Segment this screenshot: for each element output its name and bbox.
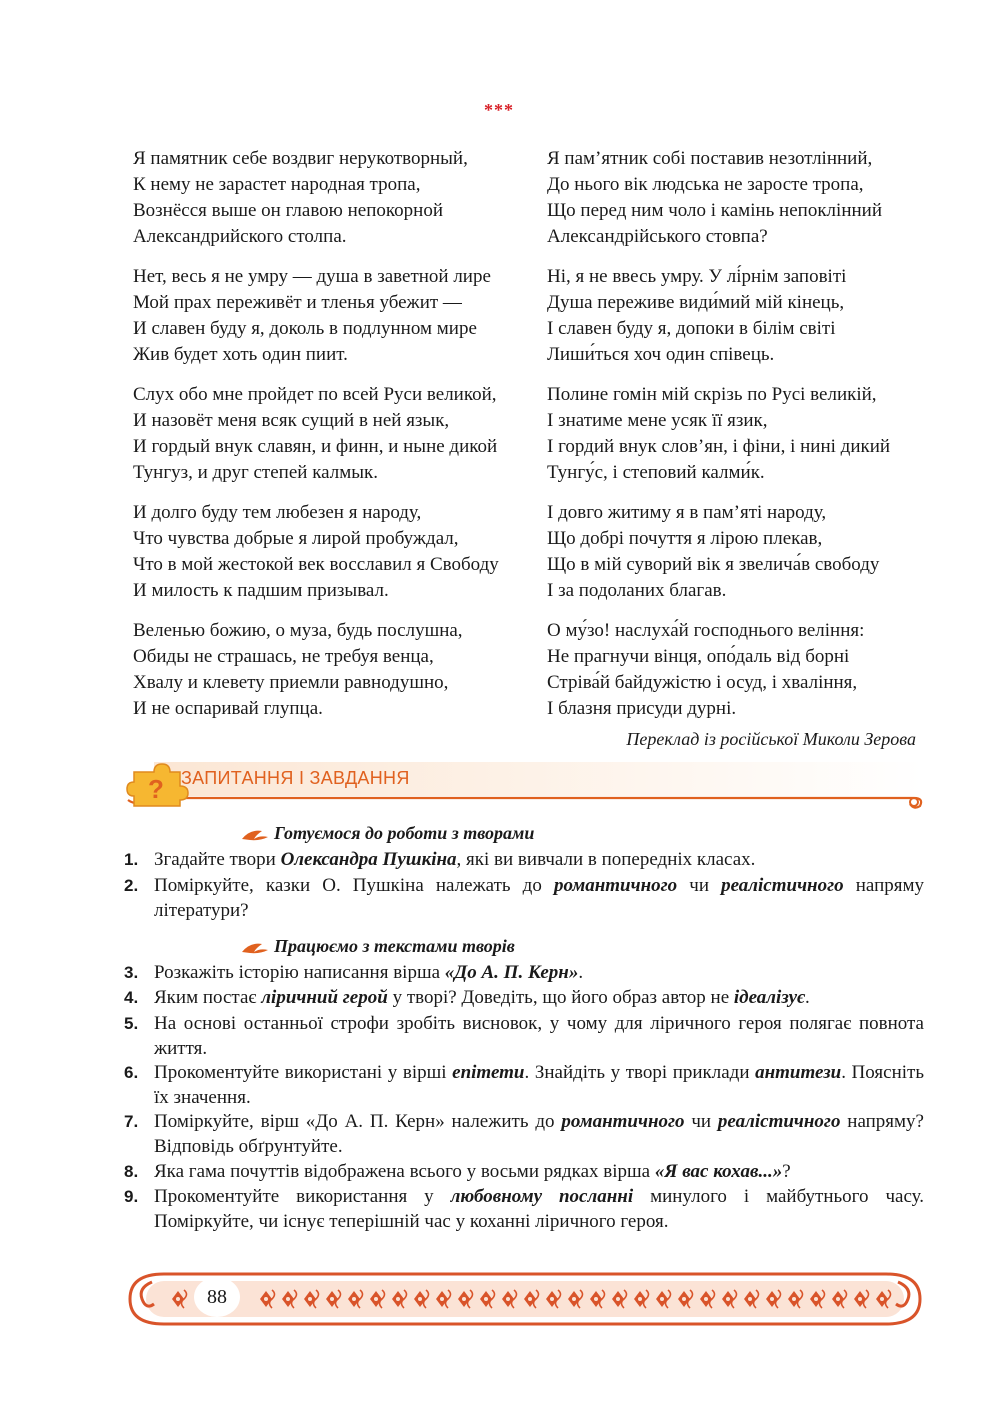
question-number: 1.: [124, 850, 139, 869]
verse-line: И назовёт меня всяк сущий в ней язык,: [133, 410, 450, 431]
question-text-part: ?: [782, 1161, 791, 1182]
question-text: [154, 985, 924, 1010]
ornament-dot: [836, 1297, 840, 1301]
question-item: [124, 873, 924, 923]
question-item: [124, 960, 924, 985]
question-text: [154, 847, 924, 872]
stanza: [547, 146, 927, 250]
question-text: [154, 1011, 924, 1061]
verse-line: И милость к падшим призывал.: [133, 580, 389, 601]
stanza: [547, 500, 927, 604]
ornament-dot: [880, 1297, 884, 1301]
question-text-part: минулого і майбутнього часу. Поміркуйте, чи існує теперішній час у коханні ліричного героя.: [154, 1186, 924, 1232]
question-text-part: Прокоментуйте використані у вірші: [154, 1062, 453, 1083]
question-text-part: Яка гама почуттів відображена всього у восьми рядках вірша: [154, 1161, 655, 1182]
verse-line: Что чувства добрые я лирой пробуждал,: [133, 528, 459, 549]
question-text: [154, 873, 924, 923]
verse-line: К нему не зарастет народная тропа,: [133, 174, 421, 195]
verse-line: И гордый внук славян, и финн, и ныне дикой: [133, 436, 498, 457]
question-text-part: . Знайдіть у творі приклади: [524, 1062, 756, 1083]
question-number: 5.: [124, 1014, 139, 1033]
ornament-dot: [572, 1297, 576, 1301]
verse-line: Жив будет хоть один пиит.: [133, 344, 348, 365]
ornament-dot: [484, 1297, 488, 1301]
page-footer-ornament: [124, 1268, 926, 1330]
ornament-dot: [396, 1297, 400, 1301]
question-text-part: . Поясніть їх значення.: [154, 1062, 924, 1108]
ornament-dot: [704, 1297, 708, 1301]
ornament-dot: [506, 1297, 510, 1301]
question-text-part: .: [578, 962, 584, 983]
verse-line: Ні, я не ввесь умру. У лі́рнім заповіті: [547, 266, 847, 287]
question-text-part: .: [804, 987, 810, 1008]
question-item: [124, 1060, 924, 1110]
emphasized-term: антитези: [755, 1062, 842, 1083]
verse-line: Що перед ним чоло і камінь непоклінний: [547, 200, 882, 221]
question-text-part: у творі? Доведіть, що його образ автор не: [387, 987, 734, 1008]
subheading-working-with-texts: [240, 936, 515, 957]
ornament-dot: [352, 1297, 356, 1301]
ornament-dot: [814, 1297, 818, 1301]
ornament-dot: [550, 1297, 554, 1301]
verse-line: І блазня присуди дурні.: [547, 698, 737, 719]
stanza: [547, 382, 927, 486]
verse-line: І довго житиму я в пам’яті народу,: [547, 502, 827, 523]
question-text-part: Яким постає: [154, 987, 262, 1008]
question-number: 7.: [124, 1112, 139, 1131]
question-item: [124, 1011, 924, 1061]
ornament-dot: [176, 1297, 180, 1301]
ornament-dot: [770, 1297, 774, 1301]
verse-line: Хвалу и клевету приемли равнодушно,: [133, 672, 449, 693]
ornament-dot: [638, 1297, 642, 1301]
question-text-part: Розкажіть історію написання вірша: [154, 962, 445, 983]
verse-line: Що добрі почуття я лірою плекав,: [547, 528, 823, 549]
ornament-dot: [726, 1297, 730, 1301]
verse-line: Веленью божию, о муза, будь послушна,: [133, 620, 463, 641]
verse-line: До нього вік людська не заросте тропа,: [547, 174, 864, 195]
ornament-dot: [264, 1297, 268, 1301]
question-text-part: Згадайте твори: [154, 849, 281, 870]
emphasized-term: ліричний герой: [261, 987, 388, 1008]
question-text-part: напряму? Відповідь обґрунтуйте.: [154, 1111, 924, 1157]
translation-credit: Переклад із російської Миколи Зерова: [626, 729, 916, 749]
stanza: [133, 618, 533, 722]
verse-line: Вознёсся выше он главою непокорной: [133, 200, 444, 221]
question-number: 6.: [124, 1063, 139, 1082]
verse-line: І славен буду я, допоки в білім світі: [547, 318, 836, 339]
ornament-dot: [528, 1297, 532, 1301]
ornament-dot: [462, 1297, 466, 1301]
emphasized-term: «Я вас кохав...»: [654, 1161, 783, 1182]
leaf-ornament-icon: [240, 827, 270, 843]
question-text-part: Поміркуйте, вірш «До А. П. Керн» належить до: [154, 1111, 562, 1132]
verse-line: І знатиме мене усяк її язик,: [547, 410, 768, 431]
emphasized-term: любовному посланні: [450, 1186, 634, 1207]
ornament-border: [124, 1268, 926, 1330]
question-text: [154, 1109, 924, 1159]
question-number: 4.: [124, 988, 139, 1007]
stanza: [133, 264, 533, 368]
verse-line: И славен буду я, доколь в подлунном мире: [133, 318, 477, 339]
subheading-text: Готуємося до роботи з творами: [274, 823, 535, 843]
stanza: [133, 500, 533, 604]
poem-original-russian: [133, 146, 533, 736]
verse-line: Мой прах переживёт и тленья убежит —: [133, 292, 462, 313]
question-text-part: , які ви вивчали в попередніх класах.: [456, 849, 756, 870]
poem-translation-ukrainian: [547, 146, 927, 736]
svg-text:?: ?: [148, 774, 164, 804]
question-item: [124, 985, 924, 1010]
ornament-dot: [440, 1297, 444, 1301]
ornament-dot: [418, 1297, 422, 1301]
ornament-dot: [286, 1297, 290, 1301]
verse-line: Полине гомін мій скрізь по Русі великій,: [547, 384, 877, 405]
question-item: [124, 847, 924, 872]
emphasized-term: романтичного: [553, 875, 678, 896]
verse-line: И долго буду тем любезен я народу,: [133, 502, 422, 523]
question-number: 2.: [124, 876, 139, 895]
ornament-dot: [682, 1297, 686, 1301]
ornament-dot: [748, 1297, 752, 1301]
question-text: [154, 1060, 924, 1110]
question-text: [154, 960, 924, 985]
emphasized-term: романтичного: [561, 1111, 685, 1132]
emphasized-term: «До А. П. Керн»: [444, 962, 579, 983]
verse-line: Нет, весь я не умру — душа в заветной лире: [133, 266, 491, 287]
ornament-dot: [374, 1297, 378, 1301]
verse-line: І за подоланих благав.: [547, 580, 727, 601]
question-text-part: напряму літератури?: [154, 875, 924, 921]
emphasized-term: Олександра Пушкіна: [280, 849, 457, 870]
ornament-dot: [594, 1297, 598, 1301]
question-item: [124, 1184, 924, 1234]
question-number: 9.: [124, 1187, 139, 1206]
ornament-dot: [308, 1297, 312, 1301]
question-number: 8.: [124, 1162, 139, 1181]
stanza: [547, 618, 927, 722]
question-item: [124, 1109, 924, 1159]
verse-line: Душа переживе види́мий мій кінець,: [547, 292, 845, 313]
verse-line: Александрійського стовпа?: [547, 226, 768, 247]
ornament-dot: [792, 1297, 796, 1301]
question-text: [154, 1159, 924, 1184]
ornament-dot: [616, 1297, 620, 1301]
emphasized-term: реалістичного: [721, 875, 844, 896]
ornament-dot: [330, 1297, 334, 1301]
section-title: ЗАПИТАННЯ І ЗАВДАННЯ: [181, 768, 410, 788]
ornament-dot: [858, 1297, 862, 1301]
questions-section-header: [124, 760, 924, 812]
verse-line: О му́зо! наслуха́й господнього веління:: [547, 620, 865, 641]
leaf-ornament-icon: [240, 940, 270, 956]
emphasized-term: епітети: [452, 1062, 525, 1083]
verse-line: Що в мій суворий вік я звелича́в свободу: [547, 554, 880, 575]
verse-line: Лиши́ться хоч один співець.: [547, 344, 775, 365]
question-text-part: чи: [677, 875, 722, 896]
verse-line: Я пам’ятник собі поставив незотлінний,: [547, 148, 873, 169]
verse-line: І гордий внук слов’ян, і фіни, і нині дикий: [547, 436, 891, 457]
stanza: [133, 382, 533, 486]
verse-line: Тунгу́с, і степовий калми́к.: [547, 462, 765, 483]
question-item: [124, 1159, 924, 1184]
verse-line: Слух обо мне пройдет по всей Руси великой,: [133, 384, 497, 405]
question-number: 3.: [124, 963, 139, 982]
verse-line: Не прагнучи вінця, опо́даль від борні: [547, 646, 850, 667]
question-text-part: На основі останньої строфи зробіть висновок, у чому для ліричного героя полягає повнота життя.: [154, 1013, 924, 1059]
verse-line: И не оспаривай глупца.: [133, 698, 323, 719]
verse-line: Я памятник себе воздвиг нерукотворный,: [133, 148, 468, 169]
ornament-dot: [660, 1297, 664, 1301]
subheading-text: Працюємо з текстами творів: [274, 936, 515, 956]
verse-line: Тунгуз, и друг степей калмык.: [133, 462, 378, 483]
question-text-part: чи: [684, 1111, 718, 1132]
stanza: [547, 264, 927, 368]
verse-line: Что в мой жестокой век восславил я Свободу: [133, 554, 499, 575]
verse-line: Александрийского столпа.: [133, 226, 347, 247]
emphasized-term: ідеалізує: [733, 987, 805, 1008]
subheading-preparation: [240, 823, 534, 844]
question-text-part: Поміркуйте, казки О. Пушкіна належать до: [154, 875, 554, 896]
page-number: 88: [194, 1277, 240, 1317]
question-text-part: Прокоментуйте використання у: [154, 1186, 451, 1207]
section-separator: ***: [484, 100, 514, 120]
verse-line: Стріва́й байдужістю і осуд, і хваління,: [547, 672, 858, 693]
stanza: [133, 146, 533, 250]
question-text: [154, 1184, 924, 1234]
emphasized-term: реалістичного: [717, 1111, 841, 1132]
verse-line: Обиды не страшась, не требуя венца,: [133, 646, 434, 667]
